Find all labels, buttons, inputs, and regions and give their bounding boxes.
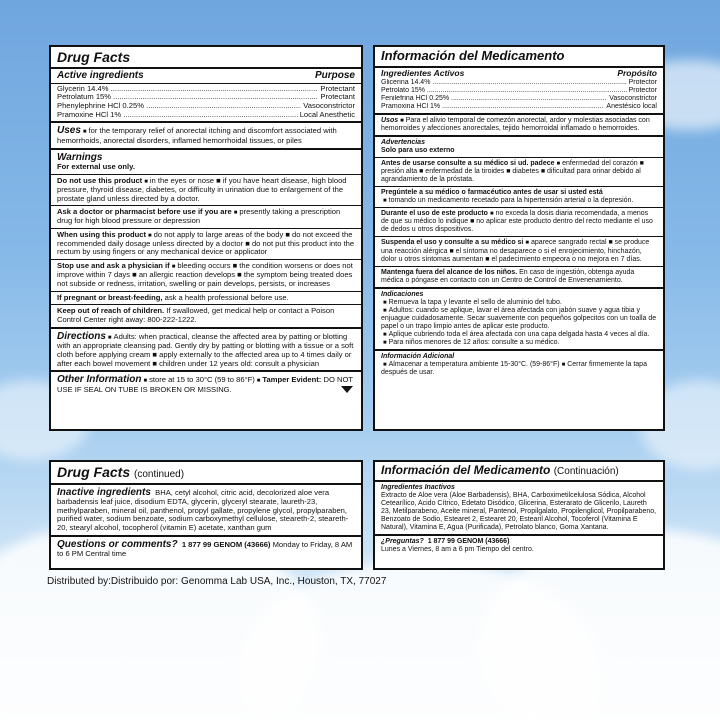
informacion-panel [373, 45, 665, 431]
durante-section: Durante el uso de este producto■ no exceda la dosis diaria recomendada, a menos de que su médico lo indique ■ no aplicar este producto dentro del recto mediante el uso de dedos u otros dispositivos. [375, 207, 663, 236]
pregnancy-section: If pregnant or breast-feeding, ask a health professional before use. [51, 291, 361, 305]
purpose-heading: Purpose [314, 70, 355, 82]
active-ingredients-list [57, 84, 355, 122]
preguntele-section: Pregúntele a su médico o farmacéutico antes de usar si usted está ■ tomando un medicamento recetado para la hipertensión arterial o la depresión. [375, 186, 663, 207]
down-triangle-icon [341, 386, 353, 393]
warnings-section: Warnings For external use only. [51, 148, 361, 174]
do-not-use-section: Do not use this product■ in the eyes or nose ■ if you have heart disease, high blood pressure, thyroid disease, diabetes, or difficulty in urination due to enlargement of the prostate gland unless directed by a doctor. [51, 174, 361, 205]
panel-title: Drug Facts [51, 49, 361, 69]
ingredient-row: Pramoxina HCl 1% ..... Anestésico local [381, 103, 657, 111]
preguntas-section: ¿Preguntas? 1 877 99 GENOM (43666) Lunes a Viernes, 8 am a 6 pm Tiempo del centro. [375, 534, 663, 556]
distributor-line: Distributed by:Distribuido por: Genomma Lab USA, Inc., Houston, TX, 77027 [47, 576, 387, 587]
suspenda-section: Suspenda el uso y consulte a su médico si■ aparece sangrado rectal ■ se produce una reacción alérgica ■ el síntoma no desaparece o si el enrojecimiento, hinchazón, dolor u otros síntomas aumentan ■ el padecimiento empeora o no mejora en 7 días. [375, 236, 663, 265]
inactive-section: Inactive ingredients BHA, cetyl alcohol, citric acid, decolorized aloe vera barbadensis leaf juice, disodium EDTA, glycerin, glyceryl stearate, laureth-23, methylparaben, mineral oil, panthenol, propyl gallate, propylene glycol, propylparaben, purified water, sodium benzoate, sodium carboxymethyl cellulose, steareth-2, steareth-20, stearyl alcohol, tocopherol (vitamin E) acetate, xanthan gum [57, 486, 349, 533]
list-item: ■ Remueva la tapa y levante el sello de aluminio del tubo. [381, 299, 657, 307]
ingredient-row: Glicerina 14.4% ..... Protector [381, 79, 657, 87]
continued-title: Drug Facts (continued) [51, 464, 361, 485]
continued-title-es: Información del Medicamento (Continuación) [375, 464, 663, 482]
indicaciones-section: Indicaciones ■ Remueva la tapa y levante el sello de aluminio del tubo. ■ Adultos: cuando se aplique, lavar el área afectada con jabón suave y agua tibia y enjuague cuidadosamente. Secar suavemente con pequeños golpecitos con un toalla de papel o un trapo limpio antes de aplicar este producto. ■ Aplique cubriendo toda el área afectada con una capa delgada hasta 4 veces al día. ■ Para niños menores de 12 años: consulte a su médico. [375, 287, 663, 349]
list-item: ■ Aplique cubriendo toda el área afectada con una capa delgada hasta 4 veces al día. [381, 331, 657, 339]
ingredient-row: Phenylephrine HCl 0.25% ..... Vasoconstrictor [57, 102, 355, 111]
drug-facts-panel [49, 45, 363, 431]
informacion-continued-panel [373, 460, 665, 570]
other-info-section: Other Information■ store at 15 to 30°C (59 to 86°F)■ Tamper Evident: DO NOT USE IF SEAL ON TUBE IS BROKEN OR MISSING. [51, 370, 361, 396]
keep-out-section: Keep out of reach of children. If swallowed, get medical help or contact a Poison Control Center right away: 800-222-1222. [51, 304, 361, 326]
purpose-heading-es: Propósito [617, 67, 657, 78]
active-ingredients-heading: Active ingredients [57, 70, 144, 82]
uses-section: Uses■ for the temporary relief of anorectal itching and discomfort associated with hemorrhoids, anorectal disorders, inflamed hemorrhoidal tissues, or piles [51, 121, 361, 147]
ingredient-row: Petrolato 15% ..... Protector [381, 87, 657, 95]
directions-section: Directions■ Adults: when practical, cleanse the affected area by patting or blotting with an appropriate cleansing pad. Gently dry by patting or blotting with a tissue or a soft cloth before applying cream ■ apply externally to the affected area up to 4 times daily or after each bowel movement ■ children under 12 years old: consult a physician [51, 327, 361, 371]
info-adicional-section: Información Adicional ■ Almacenar a temperatura ambiente 15-30°C. (59-86°F)■ Cerrar firmemente la tapa después de usar. [375, 349, 663, 379]
inactivos-section: Ingredientes Inactivos Extracto de Aloe vera (Aloe Barbadensis), BHA, Carboximetilcelulosa Sódica, Alcohol Cetearílico, Acido Cítrico, Edetato Disódico, Glicerina, Esterarato de Glicerilo, Laureth 23, Metilparabeno, Aceite mineral, Pantenol, Propilgalato, Propilenglicol, Propilparabeno, Benzoato de Sodio, Estearet 2, Estearet 20, Estearil Alcohol, Tocoferol (Vitamina E Natural), Vitamina E, Agua (Purificada), Petrolato blanco, Goma Xantana. [381, 483, 657, 532]
ingredient-row: Petrolatum 15% ..... Protectant [57, 93, 355, 102]
list-item: ■ Para niños menores de 12 años: consulte a su médico. [381, 339, 657, 347]
active-ingredients-list-es [381, 79, 657, 113]
usos-section: Usos■ Para el alivio temporal de comezón anorectal, ardor y molestias asociadas con hemorroides y afecciones anorectales, tejido hemorroidal inflamado o hemorroides. [375, 113, 663, 135]
when-using-section: When using this product■ do not apply to large areas of the body ■ do not exceed the recommended daily dosage unless directed by a doctor ■ do not put this product into the rectum by using fingers or any mechanical device or applicator [51, 228, 361, 259]
antes-section: Antes de usarse consulte a su médico si ud. padece■ enfermedad del corazón ■ presión alta ■ enfermedad de la tiroides ■ diabetes ■ dificultad para orinar debido al agrandamiento de la próstata. [375, 157, 663, 186]
active-ingredients-heading-es: Ingredientes Activos [381, 67, 465, 78]
ask-doctor-section: Ask a doctor or pharmacist before use if you are■ presently taking a prescription drug for high blood pressure or depression [51, 205, 361, 228]
panel-title-es: Información del Medicamento [375, 49, 663, 68]
advertencias-section: Advertencias Solo para uso externo [375, 135, 663, 157]
ingredient-row: Pramoxine HCl 1% ..... Local Anesthetic [57, 111, 355, 120]
stop-use-section: Stop use and ask a physician if■ bleeding occurs ■ the condition worsens or does not improve within 7 days ■ an allergic reaction develops ■ the symptom being treated does not subside or redness, irritation, swelling or pain develops, persists, or increases [51, 259, 361, 290]
mantenga-section: Mantenga fuera del alcance de los niños. En caso de ingestión, obtenga ayuda médica o póngase en contacto con un Centro de Control de Envenenamiento. [375, 266, 663, 287]
drug-facts-continued-panel [49, 460, 363, 570]
questions-section: Questions or comments? 1 877 99 GENOM (43666) Monday to Friday, 8 AM to 6 PM Central time [51, 535, 361, 561]
ingredient-row: Fenilefrina HCl 0.25% ..... Vasoconstrictor [381, 95, 657, 103]
ingredient-row: Glycerin 14.4% ..... Protectant [57, 85, 355, 94]
list-item: ■ Adultos: cuando se aplique, lavar el área afectada con jabón suave y agua tibia y enjuague cuidadosamente. Secar suavemente con pequeños golpecitos con un toalla de papel o un trapo limpio antes de aplicar este producto. [381, 307, 657, 331]
